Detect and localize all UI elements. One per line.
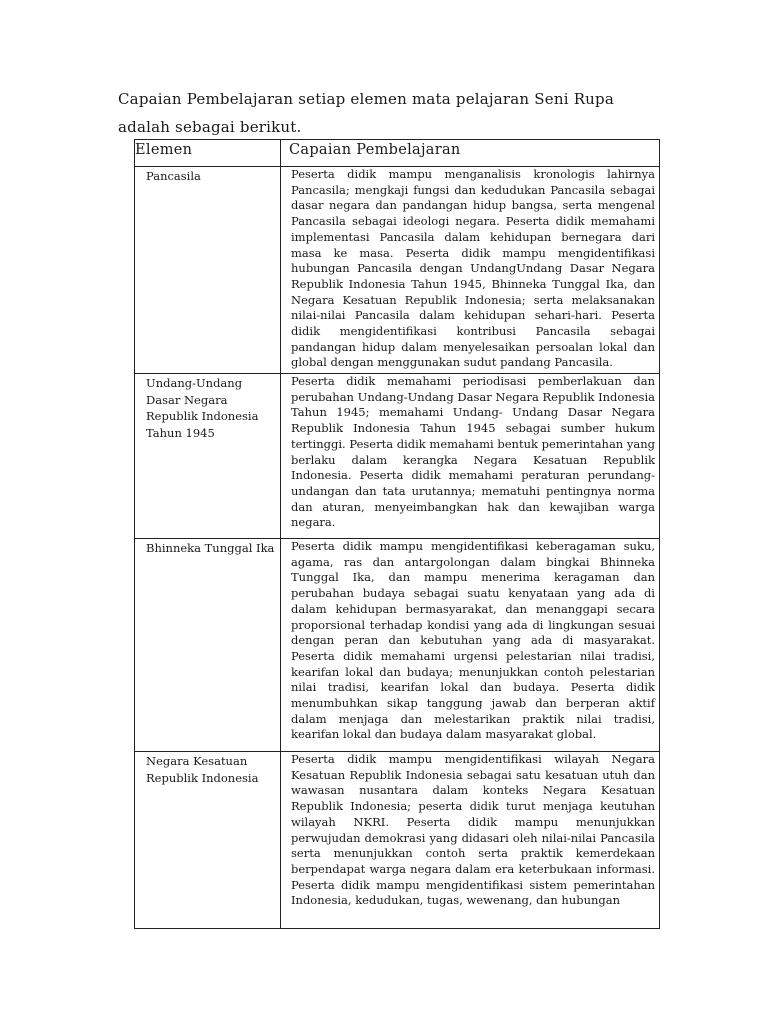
elemen-cell bbox=[135, 374, 281, 539]
capaian-bhinneka: Peserta didik mampu mengidentifikasi keberagaman suku, agama, ras dan antargolongan dalam bingkai Bhinneka Tunggal Ika, dan mampu menerima keragaman dan perubahan budaya sebagai suatu kenyataan yang ada di dalam kehidupan bermasyarakat, dan menanggapi secara proporsional terhadap kondisi yang ada di lingkungan sesuai dengan peran dan kebutuhan yang ada di masyarakat. Peserta didik memahami urgensi pelestarian nilai tradisi, kearifan lokal dan budaya; menunjukkan contoh pelestarian nilai tradisi, kearifan lokal dan budaya. Peserta didik menumbuhkan sikap tanggung jawab dan berperan aktif dalam menjaga dan melestarikan praktik nilai tradisi, kearifan lokal dan budaya dalam masyarakat global. bbox=[291, 539, 655, 742]
elemen-nkri: Negara Kesatuan Republik Indonesia bbox=[146, 754, 259, 785]
capaian-cell bbox=[281, 374, 660, 539]
capaian-cell bbox=[281, 539, 660, 752]
elemen-uud-1945: Undang-Undang Dasar Negara Republik Indonesia Tahun 1945 bbox=[146, 376, 259, 440]
elemen-cell bbox=[135, 167, 281, 374]
elemen-cell bbox=[135, 752, 281, 929]
capaian-pancasila: Peserta didik mampu menganalisis kronologis lahirnya Pancasila; mengkaji fungsi dan kedudukan Pancasila sebagai dasar negara dan pandangan hidup bangsa, serta mengenal Pancasila sebagai ideologi negara. Peserta didik memahami implementasi Pancasila dalam kehidupan bernegara dari masa ke masa. Peserta didik mampu mengidentifikasi hubungan Pancasila dengan UndangUndang Dasar Negara Republik Indonesia Tahun 1945, Bhinneka Tunggal Ika, dan Negara Kesatuan Republik Indonesia; serta melaksanakan nilai-nilai Pancasila dalam kehidupan sehari-hari. Peserta didik mengidentifikasi kontribusi Pancasila sebagai pandangan hidup dalam menyelesaikan persoalan lokal dan global dengan menggunakan sudut pandang Pancasila. bbox=[291, 167, 655, 370]
elemen-bhinneka: Bhinneka Tunggal Ika bbox=[146, 541, 275, 555]
table-row bbox=[135, 752, 660, 929]
table-row bbox=[135, 539, 660, 752]
intro-line-1: Capaian Pembelajaran setiap elemen mata pelajaran Seni Rupa bbox=[118, 90, 614, 108]
table-row bbox=[135, 374, 660, 539]
table-row bbox=[135, 167, 660, 374]
capaian-cell bbox=[281, 167, 660, 374]
capaian-cell bbox=[281, 752, 660, 929]
capaian-uud-1945: Peserta didik memahami periodisasi pemberlakuan dan perubahan Undang-Undang Dasar Negara Republik Indonesia Tahun 1945; memahami Undang- Undang Dasar Negara Republik Indonesia Tahun 1945 sebagai sumber hukum tertinggi. Peserta didik memahami bentuk pemerintahan yang berlaku dalam kerangka Negara Kesatuan Republik Indonesia. Peserta didik memahami peraturan perundang- undangan dan tata urutannya; mematuhi pentingnya norma dan aturan, menyeimbangkan hak dan kewajiban warga negara. bbox=[291, 374, 655, 530]
intro-paragraph bbox=[118, 85, 614, 141]
header-elemen: Elemen bbox=[135, 140, 281, 167]
header-capaian: Capaian Pembelajaran bbox=[281, 140, 660, 167]
table-header-row bbox=[135, 140, 660, 167]
capaian-table bbox=[134, 139, 660, 929]
capaian-nkri: Peserta didik mampu mengidentifikasi wilayah Negara Kesatuan Republik Indonesia sebagai satu kesatuan utuh dan wawasan nusantara dalam konteks Negara Kesatuan Republik Indonesia; peserta didik turut menjaga keutuhan wilayah NKRI. Peserta didik mampu menunjukkan perwujudan demokrasi yang didasari oleh nilai-nilai Pancasila serta menunjukkan contoh serta praktik kemerdekaan berpendapat warga negara dalam era keterbukaan informasi. Peserta didik mampu mengidentifikasi sistem pemerintahan Indonesia, kedudukan, tugas, wewenang, dan hubungan bbox=[291, 752, 655, 908]
intro-line-2: adalah sebagai berikut. bbox=[118, 118, 302, 136]
elemen-pancasila: Pancasila bbox=[146, 169, 201, 183]
elemen-cell bbox=[135, 539, 281, 752]
